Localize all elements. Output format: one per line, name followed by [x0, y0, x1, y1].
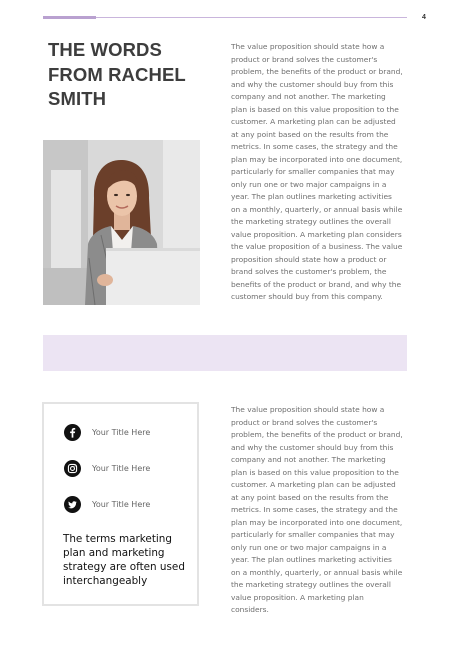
- body-paragraph-bottom: The value proposition should state how a product or brand solves the customer's problem, the benefits of the product or brand, and why the customer should buy from this company and not another. The marketing plan is based on this value proposition to the customer. A marketing plan can be adjusted at any point based on the results from the metrics. In some cases, the strategy and the plan may be incorporated into one document, particularly for smaller companies that may only run one or two major campaigns in a year. The plan outlines marketing activities on a monthly, quarterly, or annual basis while the marketing strategy outlines the overall value proposition. A marketing plan considers.: [231, 405, 403, 614]
- body-paragraph-top: The value proposition should state how a product or brand solves the customer's problem, the benefits of the product or brand, and why the customer should buy from this company and not another. The marketing plan is based on this value proposition to the customer. A marketing plan can be adjusted at any point based on the results from the metrics. In some cases, the strategy and the plan may be incorporated into one document, particularly for smaller companies that may only run one or two major campaigns in a year. The plan outlines marketing activities on a monthly, quarterly, or annual basis while the marketing strategy outlines the overall value proposition. A marketing plan considers the value proposition of a business. The value proposition should state how a product or brand solves the customer's problem, the benefits of the product or brand, and why the customer should buy from this company.: [231, 42, 403, 301]
- social-item-twitter[interactable]: [64, 495, 150, 513]
- social-item-instagram[interactable]: [64, 459, 150, 477]
- card-quote: The terms marketing plan and marketing strategy are often used interchangeably: [63, 533, 185, 587]
- page-title: THE WORDS FROM RACHEL SMITH: [48, 39, 186, 109]
- page-number: 4: [422, 14, 426, 21]
- twitter-icon: [64, 496, 81, 513]
- facebook-icon: [64, 424, 81, 441]
- social-item-label: Your Title Here: [92, 499, 151, 509]
- social-item-label: Your Title Here: [92, 427, 151, 437]
- purple-divider-band: [43, 335, 407, 371]
- social-item-label: Your Title Here: [92, 463, 151, 473]
- header-accent-line: [43, 16, 96, 19]
- header-rule: [96, 17, 407, 18]
- social-card: [42, 402, 199, 606]
- social-item-facebook[interactable]: [64, 423, 150, 441]
- portrait-photo: [43, 140, 200, 305]
- instagram-icon: [64, 460, 81, 477]
